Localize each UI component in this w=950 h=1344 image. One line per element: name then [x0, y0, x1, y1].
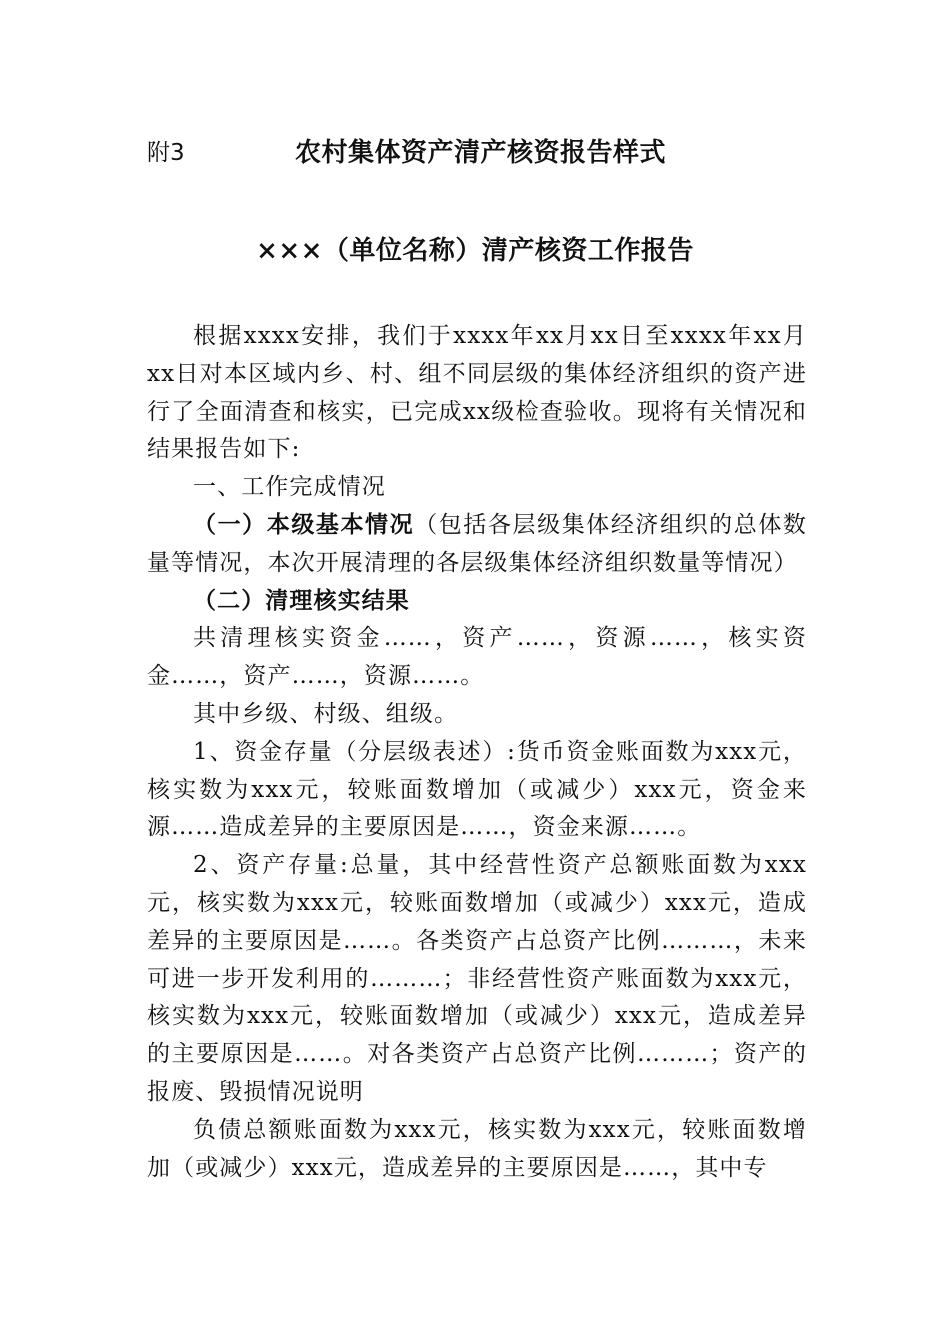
- subsection-basic-info: [147, 507, 807, 583]
- document-title: 农村集体资产清产核资报告样式: [295, 138, 667, 168]
- subsection-heading-verification-results: （二）清理核实结果: [193, 587, 410, 614]
- subsection-heading-basic-info: （一）本级基本情况: [193, 511, 415, 538]
- attachment-label: 附3: [147, 140, 185, 166]
- funds-paragraph: 1、资金存量（分层级表述）:货币资金账面数为xxx元，核实数为xxx元，较账面数增加（或减少）xxx元，资金来源……造成差异的主要原因是……，资金来源……。: [147, 738, 807, 841]
- liabilities-paragraph: 负债总额账面数为xxx元，核实数为xxx元，较账面数增加（或减少）xxx元，造成差异的主要原因是……，其中专: [147, 1116, 807, 1181]
- assets-paragraph: 2、资产存量:总量，其中经营性资产总额账面数为xxx元，核实数为xxx元，较账面数增加（或减少）xxx元，造成差异的主要原因是……。各类资产占总资产比例………，未来可进一步开发利用的………；非经营性资产账面数为xxx元，核实数为xxx元，较账面数增加（或减少）xxx元，造成差异的主要原因是……。对各类资产占总资产比例………；资产的报废、毁损情况说明: [147, 852, 807, 1105]
- levels-paragraph: 其中乡级、村级、组级。: [193, 700, 459, 727]
- document-header: [147, 132, 807, 166]
- subsection-note-basic-info: （包括各层级集体经济组织的总体数量等情况，本次开展清理的各层级集体经济组织数量等情况）: [147, 511, 807, 576]
- summary-paragraph: 共清理核实资金……，资产……，资源……，核实资金……，资产……，资源……。: [147, 625, 807, 690]
- report-body: [147, 318, 807, 1187]
- intro-paragraph: 根据xxxx安排，我们于xxxx年xx月xx日至xxxx年xx月xx日对本区域内乡、村、组不同层级的集体经济组织的资产进行了全面清查和核实，已完成xx级检查验收。现将有关情况和结果报告如下:: [147, 323, 807, 463]
- report-title: ×××（单位名称）清产核资工作报告: [256, 236, 694, 266]
- section-heading-work-completion: 一、工作完成情况: [193, 474, 386, 501]
